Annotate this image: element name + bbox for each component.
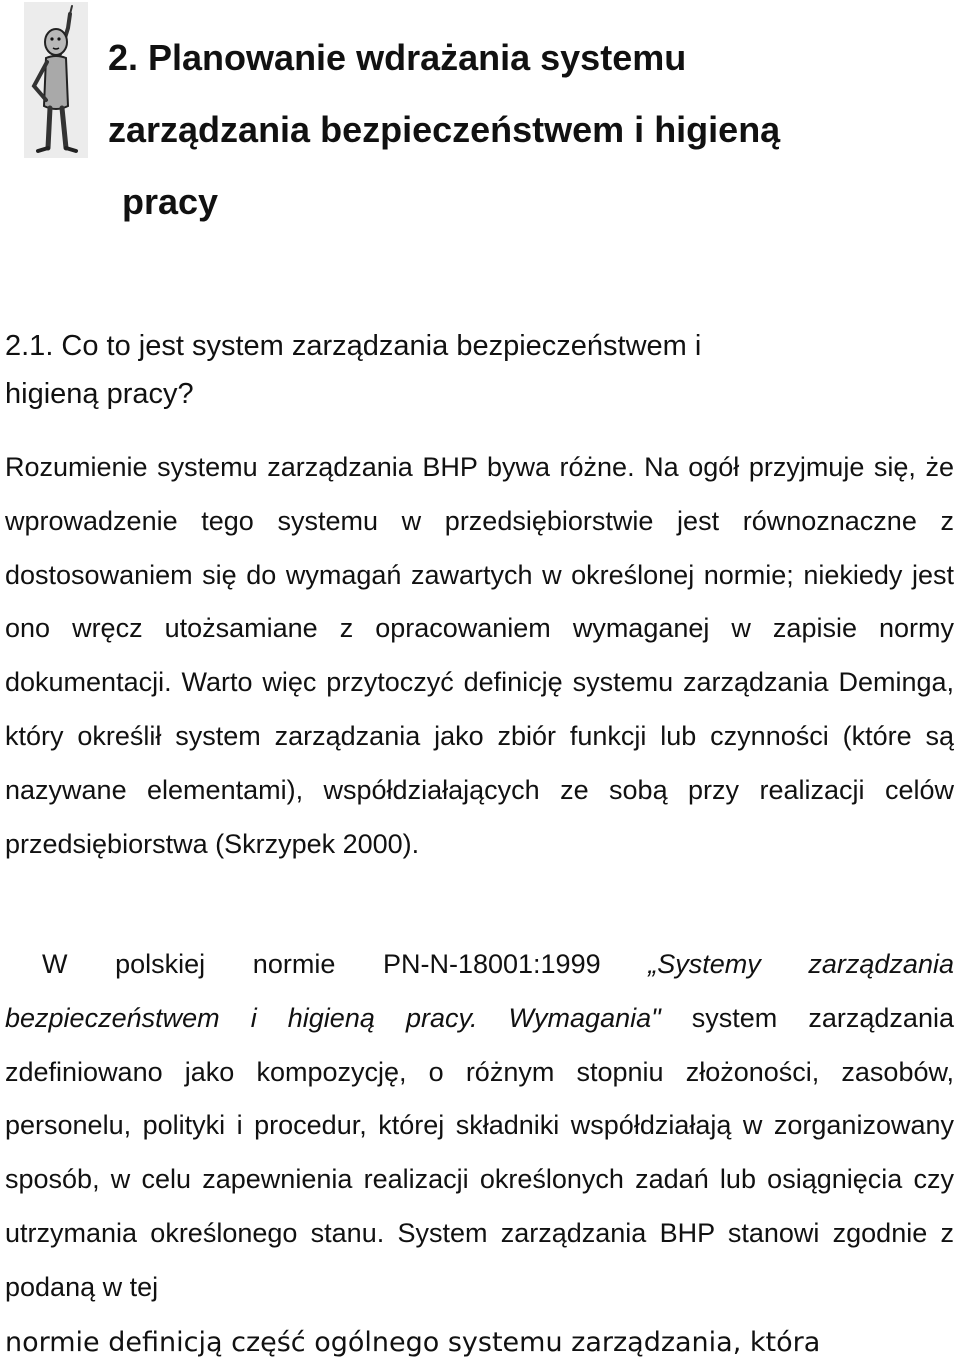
section-title-line-1: 2.1. Co to jest system zarządzania bezpieczeństwem i (5, 330, 702, 362)
section-title (5, 322, 905, 418)
chapter-title-line-1: 2. Planowanie wdrażania systemu (108, 37, 687, 78)
paragraph-deming-definition: Rozumienie systemu zarządzania BHP bywa różne. Na ogół przyjmuje się, że wprowadzenie tego systemu w przedsiębiorstwie jest równoznaczne z dostosowaniem się do wymagań zawartych w określonej normie; niekiedy jest ono wręcz utożsamiane z opracowaniem wymaganej w zapisie normy dokumentacji. Warto więc przytoczyć definicję systemu zarządzania Deminga, który określił system zarządzania jako zbiór funkcji lub czynności (które są nazywane elementami), współdziałających ze sobą przy realizacji celów przedsiębiorstwa (Skrzypek 2000). (5, 452, 954, 859)
norm-title: „Systemy zarządzania bezpieczeństwem i higieną pracy. Wymagania" (5, 949, 954, 1033)
chapter-title (108, 22, 928, 238)
chapter-title-line-3: pracy (122, 181, 219, 222)
section-title-line-2: higieną pracy? (5, 378, 194, 410)
thinking-figure-illustration (24, 2, 88, 158)
paragraph-norm-body: system zarządzania zdefiniowano jako kompozycję, o różnym stopniu złożoności, zasobów, personelu, polityki i procedur, której składniki współdziałają w zorganizowany sposób, w celu zapewnienia realizacji określonych zadań lub osiągnięcia czy utrzymania określonego stanu. System zarządzania BHP stanowi zgodnie z podaną w tej (5, 1002, 954, 1302)
chapter-title-line-2: zarządzania bezpieczeństwem i higieną (108, 109, 781, 150)
paragraph-continuation-line: normie definicją część ogólnego systemu zarządzania, która (5, 1327, 821, 1358)
paragraph-norm-definition (5, 938, 954, 1315)
paragraph-norm-intro: W polskiej normie PN-N-18001:1999 (42, 949, 649, 979)
